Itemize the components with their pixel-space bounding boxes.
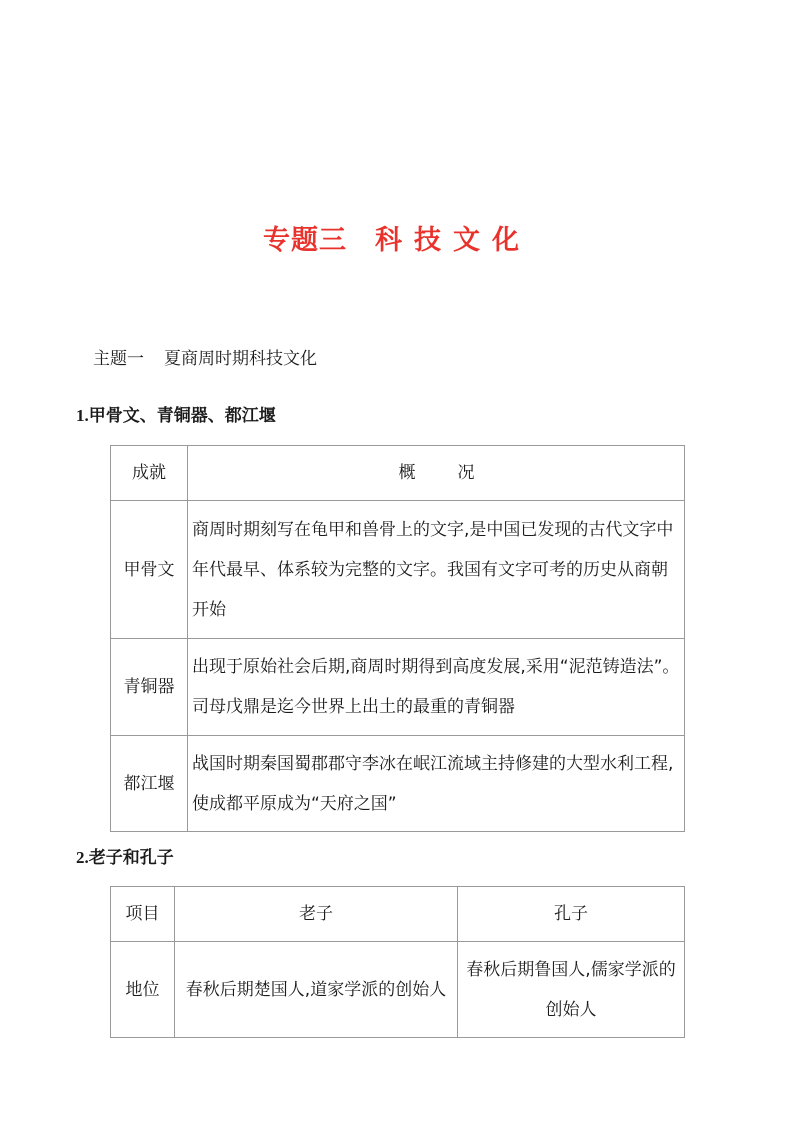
header-cell: 孔子 [458,887,685,942]
title-prefix: 专题三 [263,225,347,256]
table-row [111,736,685,832]
section-heading-text: 老子和孔子 [88,848,174,868]
header-cell: 成就 [111,446,188,501]
table-row [111,639,685,736]
row-description: 出现于原始社会后期,商周时期得到高度发展,采用“泥范铸造法”。司母戊鼎是迄今世界上出土的最重的青铜器 [188,639,685,736]
header-cell: 老子 [175,887,458,942]
topic-subtitle [93,344,317,369]
section-number: 1. [76,406,89,425]
achievements-table [110,445,685,832]
row-description: 战国时期秦国蜀郡郡守李冰在岷江流域主持修建的大型水利工程,使成都平原成为“天府之国” [188,736,685,832]
topic-label: 主题一 [93,349,144,369]
row-label: 青铜器 [111,639,188,736]
kongzi-cell: 春秋后期鲁国人,儒家学派的创始人 [458,942,685,1038]
row-label: 都江堰 [111,736,188,832]
section-heading-1 [76,401,276,426]
header-cell [188,446,685,501]
section-number: 2. [76,848,89,867]
title-main: 科技文化 [375,225,531,256]
topic-text: 夏商周时期科技文化 [164,349,317,369]
table-header-row [111,446,685,501]
section-heading-2 [76,843,174,868]
row-label: 甲骨文 [111,501,188,639]
table-row [111,942,685,1038]
philosophers-table [110,886,685,1038]
section-heading-text: 甲骨文、青铜器、都江堰 [88,406,276,426]
header-text: 概 [398,463,416,483]
table-header-row [111,887,685,942]
header-text: 况 [457,463,475,483]
page-title [0,218,794,257]
header-cell: 项目 [111,887,175,942]
row-description: 商周时期刻写在龟甲和兽骨上的文字,是中国已发现的古代文字中年代最早、体系较为完整的文字。我国有文字可考的历史从商朝开始 [188,501,685,639]
laozi-cell: 春秋后期楚国人,道家学派的创始人 [175,942,458,1038]
row-label: 地位 [111,942,175,1038]
table-row [111,501,685,639]
